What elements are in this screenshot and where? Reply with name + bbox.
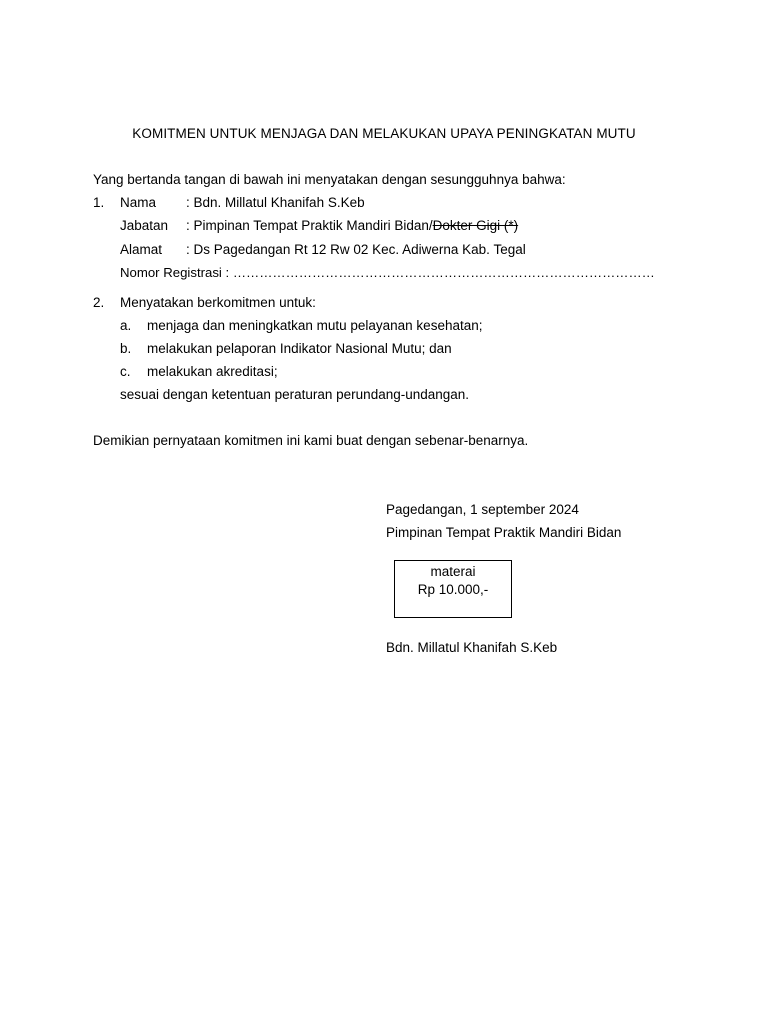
position-row [186, 218, 518, 234]
list-item-text: menjaga dan meningkatkan mutu pelayanan kesehatan; [147, 318, 483, 333]
section2-closing: sesuai dengan ketentuan peraturan perundang-undangan. [120, 387, 470, 402]
list-item-marker: a. [120, 318, 132, 333]
address-value: : Ds Pagedangan Rt 12 Rw 02 Kec. Adiwerna Kab. Tegal [186, 242, 526, 257]
signer-role: Pimpinan Tempat Praktik Mandiri Bidan [386, 525, 622, 540]
list-item-marker: c. [120, 364, 131, 379]
section2-heading: Menyatakan berkomitmen untuk: [120, 295, 316, 310]
position-value: : Pimpinan Tempat Praktik Mandiri Bidan/ [186, 218, 433, 233]
position-struck-text: Dokter Gigi (*) [432, 218, 519, 233]
stamp-box [394, 560, 512, 618]
section2-number: 2. [93, 295, 105, 310]
position-label: Jabatan [120, 218, 169, 233]
list-item-marker: b. [120, 341, 132, 356]
registration-line: Nomor Registrasi : …………………………………………………………………………………… [120, 265, 655, 280]
name-label: Nama [120, 195, 157, 210]
section1-number: 1. [93, 195, 105, 210]
document-title: KOMITMEN UNTUK MENJAGA DAN MELAKUKAN UPAYA PENINGKATAN MUTU [132, 126, 636, 141]
place-date: Pagedangan, 1 september 2024 [386, 502, 579, 517]
list-item-text: melakukan akreditasi; [147, 364, 278, 379]
signer-name: Bdn. Millatul Khanifah S.Keb [386, 640, 558, 655]
stamp-amount: Rp 10.000,- [417, 582, 489, 597]
address-label: Alamat [120, 242, 163, 257]
intro-text: Yang bertanda tangan di bawah ini menyatakan dengan sesungguhnya bahwa: [93, 172, 566, 187]
statement-text: Demikian pernyataan komitmen ini kami buat dengan sebenar-benarnya. [93, 433, 529, 448]
stamp-label: materai [430, 564, 476, 579]
list-item-text: melakukan pelaporan Indikator Nasional Mutu; dan [147, 341, 452, 356]
name-value: : Bdn. Millatul Khanifah S.Keb [186, 195, 365, 210]
